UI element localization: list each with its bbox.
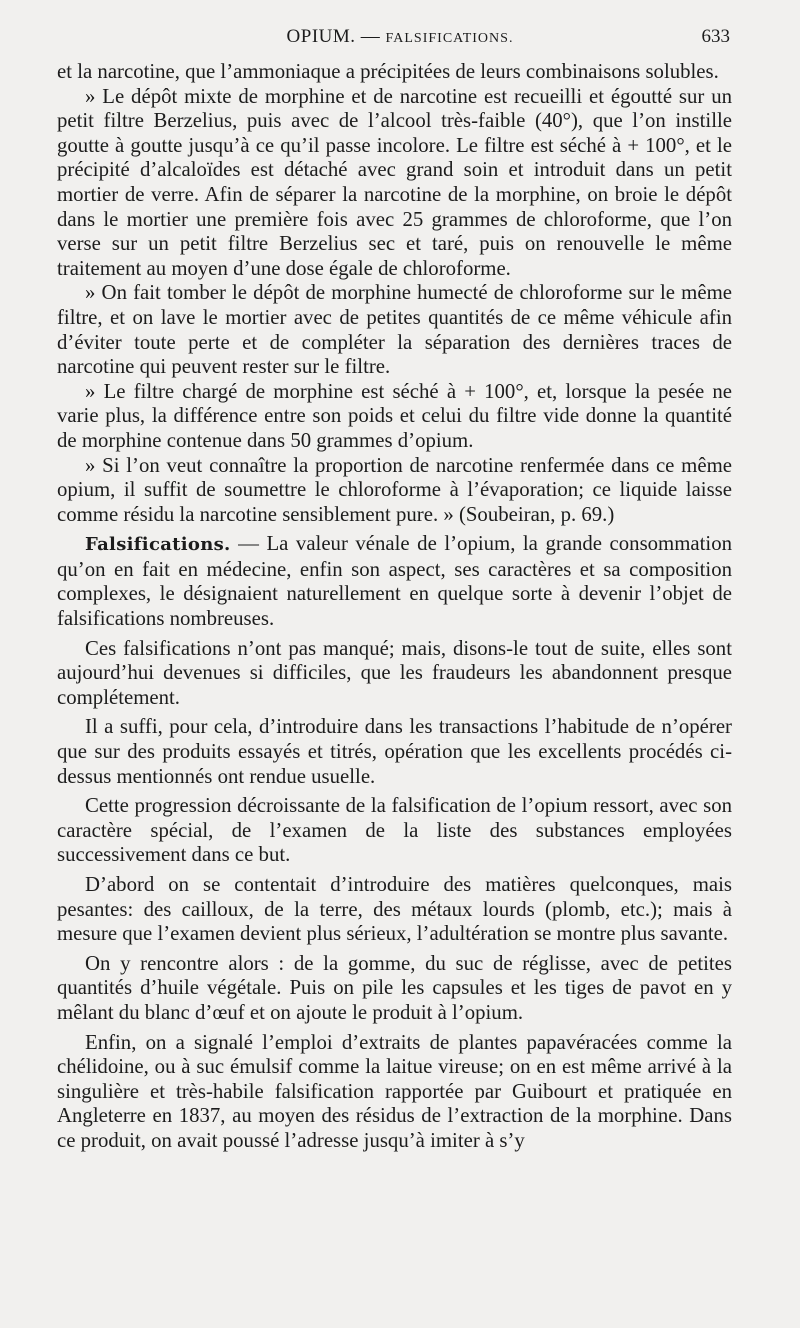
paragraph: » On fait tomber le dépôt de morphine humecté de chloroforme sur le même filtre, et on lave le mortier avec de petites quantités de ce même véhicule afin d’éviter toute perte et de compléter la séparation des dernières traces de narcotine qui peuvent rester sur le filtre. (57, 281, 732, 379)
title-main: OPIUM. (286, 26, 356, 47)
section-lead-paragraph (57, 532, 732, 631)
paragraph: Ces falsifications n’ont pas manqué; mais, disons-le tout de suite, elles sont aujourd’hui devenues si difficiles, que les fraudeurs les abandonnent presque complétement. (57, 636, 732, 709)
paragraph: » Si l’on veut connaître la proportion de narcotine renfermée dans ce même opium, il suffit de soumettre le chloroforme à l’évaporation; ce liquide laisse comme résidu la narcotine sensiblement pure. » (Soubeiran, p. 69.) (57, 453, 732, 526)
paragraph: et la narcotine, que l’ammoniaque a précipitées de leurs combinaisons solubles. (57, 60, 719, 83)
body-text (57, 60, 732, 1154)
paragraph: Enfin, on a signalé l’emploi d’extraits de plantes papavéracées comme la chélidoine, ou à suc émulsif comme la laitue vireuse; on en est même arrivé à la singulière et très-habile falsification rapportée par Guibourt et pratiquée en Angleterre en 1837, au moyen des résidus de l’extraction de la morphine. Dans ce produit, on avait poussé l’adresse jusqu’à imiter à s’y (57, 1030, 732, 1152)
paragraph: » Le filtre chargé de morphine est séché à + 100°, et, lorsque la pesée ne varie plus, la différence entre son poids et celui du filtre vide donne la quantité de morphine contenue dans 50 grammes d’opium. (57, 379, 732, 452)
paragraph: Il a suffi, pour cela, d’introduire dans les transactions l’habitude de n’opérer que sur des produits essayés et titrés, opération que les excellents procédés ci-dessus mentionnés ont rendue usuelle. (57, 715, 732, 788)
title-separator: — (360, 26, 381, 47)
section-lead-text: — La valeur vénale de l’opium, la grande consommation qu’on en fait en médecine, enfin son aspect, ses caractères et sa composition complexes, le désignaient naturellement en quelque sorte à devenir l’objet de falsifications nombreuses. (57, 532, 732, 631)
running-title (0, 26, 800, 48)
paragraph: » Le dépôt mixte de morphine et de narcotine est recueilli et égoutté sur un petit filtre Berzelius, puis avec de l’alcool très-faible (40°), que l’on instille goutte à goutte jusqu’à ce qu’il passe incolore. Le filtre est séché à + 100°, et le précipité d’alcaloïdes est détaché avec grand soin et introduit dans un petit mortier de verre. Afin de séparer la narcotine de la morphine, on broie le dépôt dans le mortier une première fois avec 25 grammes de chloroforme, que l’on verse sur un petit filtre Berzelius sec et taré, puis on renouvelle le même traitement au moyen d’une dose égale de chloroforme. (57, 84, 732, 280)
page-number: 633 (701, 26, 730, 47)
section-heading: Falsifications. (85, 534, 231, 556)
paragraph: On y rencontre alors : de la gomme, du suc de réglisse, avec de petites quantités d’huile végétale. Puis on pile les capsules et les tiges de pavot en y mêlant du blanc d’œuf et on ajoute le produit à l’opium. (57, 951, 732, 1024)
paragraph: Cette progression décroissante de la falsification de l’opium ressort, avec son caractère spécial, de l’examen de la liste des substances employées successivement dans ce but. (57, 794, 732, 867)
running-header (0, 26, 800, 50)
title-section: FALSIFICATIONS. (385, 31, 514, 46)
paragraph: D’abord on se contentait d’introduire des matières quelconques, mais pesantes: des cailloux, de la terre, des métaux lourds (plomb, etc.); mais à mesure que l’examen devient plus sérieux, l’adultération se montre plus savante. (57, 873, 732, 946)
